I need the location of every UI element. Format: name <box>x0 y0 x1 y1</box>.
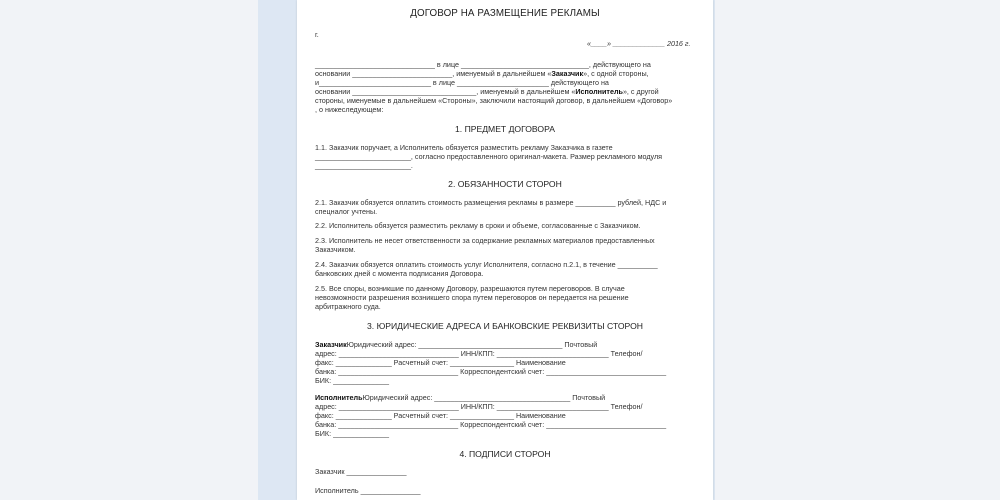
intro-line-1: ______________________________ в лице ________________________________, действующего на <box>315 60 651 69</box>
customer-requisites-line-2: адрес: ______________________________ ИНН/КПП: ____________________________ Телефон/ <box>315 349 643 358</box>
city-label: г. <box>315 30 319 39</box>
customer-requisites-line-4: банка: ______________________________ Корреспондентский счет: ______________________________ <box>315 367 667 376</box>
s2-p1-line-1: 2.1. Заказчик обязуется оплатить стоимость размещения рекламы в размере __________ рублей, НДС и <box>315 198 667 207</box>
executor-requisites-line-3: факс: ______________ Расчетный счет: ________________ Наименование <box>315 411 566 420</box>
intro-line-4: основании _______________________________, именуемый в дальнейшем «Исполнитель», с другой <box>315 87 659 96</box>
s2-p3-line-1: 2.3. Исполнитель не несет ответственности за содержание рекламных материалов предоставленных <box>315 236 655 245</box>
s1-p1-line-3: ________________________. <box>315 161 413 170</box>
executor-requisites-label: Исполнитель <box>315 393 363 402</box>
s1-p1-line-1: 1.1. Заказчик поручает, а Исполнитель обязуется разместить рекламу Заказчика в газете <box>315 143 613 152</box>
intro-line-6: , о нижеследующем: <box>315 105 384 114</box>
s2-p5-line-2: невозможности разрешения возникшего спора путем переговоров он передается на решение <box>315 293 629 302</box>
s2-p1-line-2: спецналог учтены. <box>315 207 378 216</box>
executor-requisites-line-2: адрес: ______________________________ ИНН/КПП: ____________________________ Телефон/ <box>315 402 643 411</box>
section-1-heading: 1. ПРЕДМЕТ ДОГОВОРА <box>455 124 555 134</box>
customer-term: Заказчик <box>551 69 584 78</box>
section-3-heading: 3. ЮРИДИЧЕСКИЕ АДРЕСА И БАНКОВСКИЕ РЕКВИЗИТЫ СТОРОН <box>367 321 643 331</box>
s2-p5-line-1: 2.5. Все споры, возникшие по данному Договору, разрешаются путем переговоров. В случае <box>315 284 625 293</box>
intro-line-2: основании _________________________, именуемый в дальнейшем «Заказчик», с одной стороны, <box>315 69 649 78</box>
s2-p4-line-2: банковских дней с момента подписания Договора. <box>315 269 484 278</box>
executor-signature-line: Исполнитель _______________ <box>315 486 421 495</box>
executor-term: Исполнитель <box>575 87 623 96</box>
section-2-heading: 2. ОБЯЗАННОСТИ СТОРОН <box>448 179 562 189</box>
date-line: «____» _____________ 2016 г. <box>587 39 691 48</box>
intro-line-3: и____________________________ в лице _______________________ действующего на <box>315 78 609 87</box>
customer-requisites-line-5: БИК: ______________ <box>315 376 390 385</box>
customer-requisites-line-1: ЗаказчикЮридический адрес: ____________________________________ Почтовый <box>315 340 598 349</box>
executor-requisites-line-1: ИсполнительЮридический адрес: __________________________________ Почтовый <box>315 393 606 402</box>
document-page <box>297 0 713 500</box>
customer-requisites-line-3: факс: ______________ Расчетный счет: ________________ Наименование <box>315 358 566 367</box>
document-title: ДОГОВОР НА РАЗМЕЩЕНИЕ РЕКЛАМЫ <box>410 8 600 19</box>
customer-signature-line: Заказчик _______________ <box>315 467 407 476</box>
s2-p5-line-3: арбитражного суда. <box>315 302 381 311</box>
customer-requisites-label: Заказчик <box>315 340 347 349</box>
s2-p3-line-2: Заказчиком. <box>315 245 356 254</box>
executor-requisites-line-4: банка: ______________________________ Корреспондентский счет: ______________________________ <box>315 420 667 429</box>
executor-requisites-line-5: БИК: ______________ <box>315 429 390 438</box>
section-4-heading: 4. ПОДПИСИ СТОРОН <box>459 449 551 459</box>
s2-p2-line-1: 2.2. Исполнитель обязуется разместить рекламу в сроки и объеме, согласованные с Заказчиком. <box>315 221 641 230</box>
intro-line-5: стороны, именуемые в дальнейшем «Стороны», заключили настоящий договор, в дальнейшем «Договор» <box>315 96 673 105</box>
s1-p1-line-2: ________________________, согласно предоставленного оригинал-макета. Размер рекламного модуля <box>315 152 663 161</box>
s2-p4-line-1: 2.4. Заказчик обязуется оплатить стоимость услуг Исполнителя, согласно п.2.1, в течение __________ <box>315 260 658 269</box>
